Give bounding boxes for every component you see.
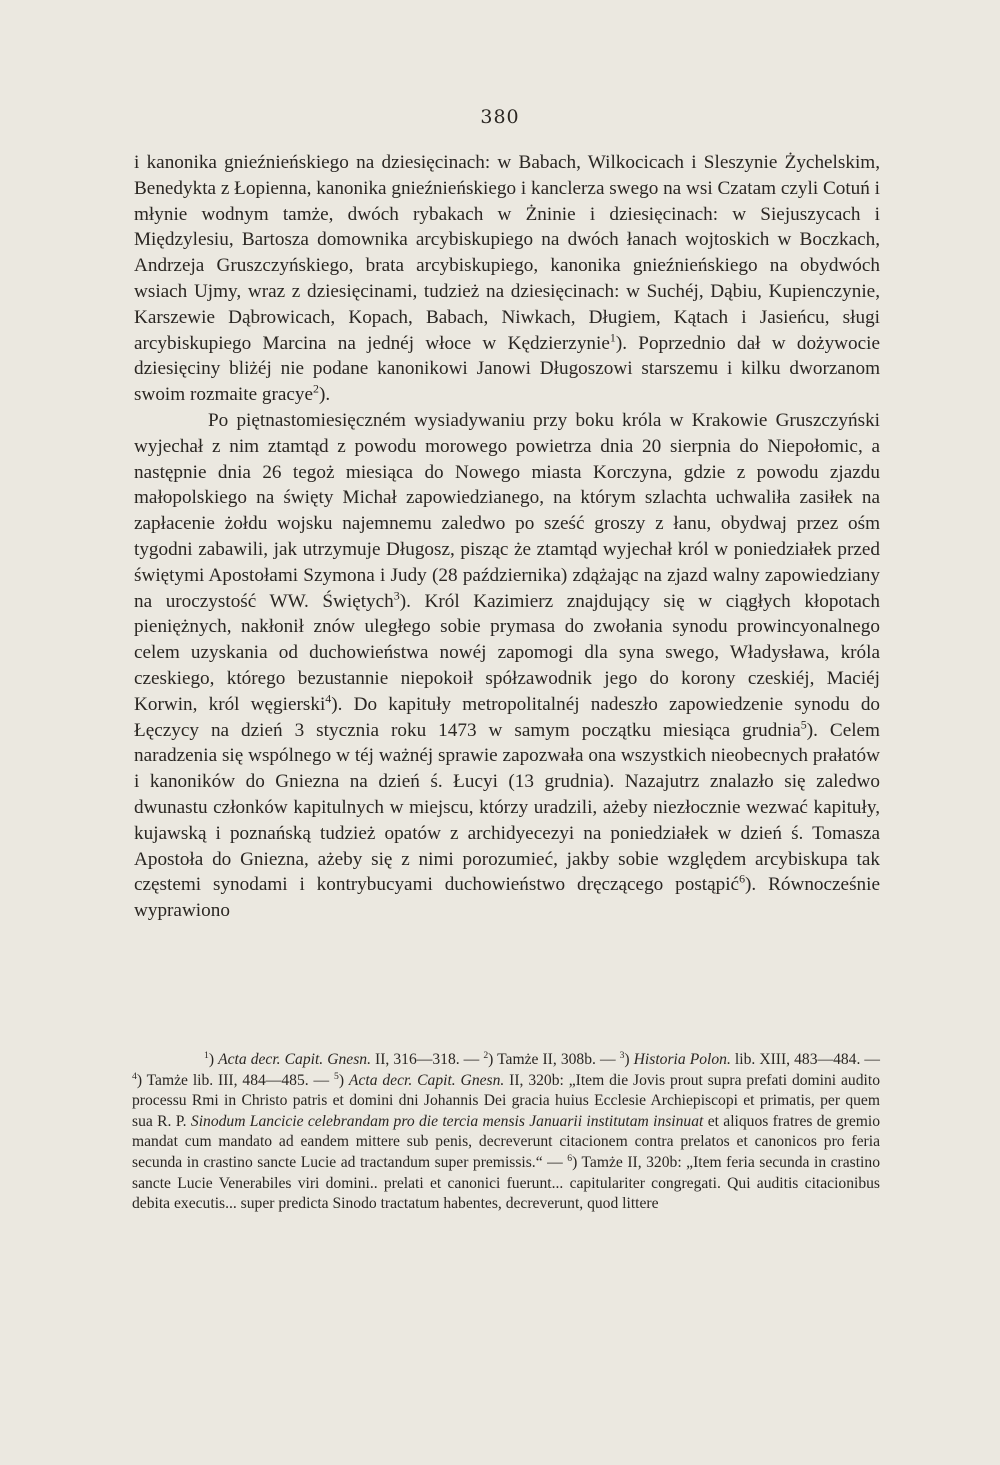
footnote-marker: 1 [204,1049,209,1061]
text-run: II, 320b: „Item die Jovis prout supra prefati domini audito processu Rmi in Christo patris et domini dni Johannis Dei gracia huius Ecclesie Archiepiscopi et primatis, per quem sua R. P. [132,1071,880,1130]
text-run: ) Tamże II, 308b. — [488,1051,620,1068]
body-paragraph [134,150,880,408]
footnote-marker: 4 [132,1070,137,1082]
footnote-marker: 5 [800,717,807,732]
footnote-paragraph [132,1050,880,1215]
text-run: ). Do kapituły metropolitalnéj nadeszło zapowiedzenie synodu do Łęczycy na dzień 3 stycznia roku 1473 w samym początku miesiąca grudnia [134,693,881,741]
text-run: II, 316—318. — [370,1051,484,1068]
text-run: ) [338,1071,349,1089]
footnote-marker: 3 [393,588,400,603]
text-run: ). Równocześnie wyprawiono [134,874,880,922]
italic-citation: Sinodum Lancicie celebrandam pro die tercia mensis Januarii institutam insinuat [190,1112,704,1130]
italic-citation: Historia Polon. [633,1051,731,1068]
footnote-marker: 4 [325,691,332,706]
text-run: et aliquos fratres de gremio mandat cum mandato ad eandem mittere sub penis, decreverunt citacionem contra prelatos et canonicos pro feria secunda in crastino sancte Lucie ad tractandum super premissis.“ — [132,1112,881,1171]
footnote-marker: 1 [609,330,616,345]
text-run: lib. XIII, 483—484. — [730,1051,881,1068]
text-run: ) [624,1051,634,1068]
text-run: ). Poprzednio dał w dożywocie dziesięciny bliżéj nie podane kanonikowi Janowi Długoszowi starszemu i kilku dworzanom swoim rozmaite gracye [134,332,880,406]
page-number: 380 [480,106,520,128]
footnote-marker: 2 [483,1049,489,1061]
text-run: ) Tamże II, 320b: „Item feria secunda in crastino sancte Lucie Venerabiles viri domini.. prelati et canonici fuerunt... capitulariter congregati. Qui auditis citacionibus debita executis... super predicta Sinodo tractatum habentes, decreverunt, quod littere [132,1153,880,1213]
footnote-marker: 6 [567,1152,573,1164]
text-run: ) Tamże lib. III, 484—485. — [136,1071,335,1089]
footnote-marker: 6 [739,871,746,886]
body-paragraph [134,408,880,924]
italic-citation: Acta decr. Capit. Gnesn. [348,1071,505,1089]
text-run: ). [318,384,331,406]
text-run: i kanonika gnieźnieńskiego na dziesięcinach: w Babach, Wilkocicach i Sleszynie Żychelskim, Benedykta z Łopienna, kanonika gnieźnieńskiego i kanclerza swego na wsi Czatam czyli Cotuń i młynie wodnym tamże, dwóch rybakach w Żninie i dziesięcinach: w Siejuszycach i Międzylesiu, Bartosza domownika arcybiskupiego na dwóch łanach wojtoskich w Boczkach, Andrzeja Gruszczyńskiego, brata arcybiskupiego, kanonika gnieźnieńskiego na obydwóch wsiach Ujmy, wraz z dziesięcinami, tudzież na dziesięcinach: w Suchéj, Dąbiu, Kupienczynie, Karszewie Dąbrowicach, Kopach, Babach, Niwkach, Długiem, Kątach i Jasieńcu, sługi arcybiskupiego Marcina na jednéj włoce w Kędzierzynie [134,152,880,354]
text-run: ). Król Kazimierz znajdujący się w ciągłych kłopotach pieniężnych, nakłonił znów uległego sobie prymasa do zwołania synodu prowincyonalnego celem uzyskania od duchowieństwa nowéj zapomogi dla syna swego, Władysława, króla czeskiego, którego bezustannie niepokoił spółzawodnik jego do korony czeskiéj, Maciéj Korwin, król węgierski [134,590,880,715]
text-run: Po piętnastomiesięczném wysiadywaniu przy boku króla w Krakowie Gruszczyński wyjechał z nim ztamtąd z powodu morowego powietrza dnia 20 sierpnia do Niepołomic, a następnie dnia 26 tegoż miesiąca do Nowego miasta Korczyna, gdzie z powodu zjazdu małopolskiego na święty Michał zapowiedzianego, na którym szlachta uchwaliła zasiłek na zapłacenie żołdu wojsku najemnemu zaledwo po sześć groszy z łanu, obydwaj przez ośm tygodni zabawili, jak utrzymuje Długosz, pisząc że ztamtąd wyjechał król w poniedziałek przed świętymi Apostołami Szymona i Judy (28 października) zdążając na zjazd walny zapowiedziany na uroczystość WW. Świętych [134,409,880,612]
footnotes [132,1050,880,1215]
text-run: ). Celem naradzenia się wspólnego w téj ważnéj sprawie zapozwała ona wszystkich nieobecnych prałatów i kanoników do Gniezna na dzień ś. Łucyi (13 grudnia). Nazajutrz znalazło się zaledwo dwunastu członków kapitulnych w miejscu, którzy uradzili, ażeby niezłocznie wezwać kapituły, kujawską i poznańską tudzież opatów z archidyecezyi na poniedziałek w dzień ś. Tomasza Apostoła do Gniezna, ażeby się z nimi porozumieć, jakby sobie względem arcybiskupa tak częstemi synodami i kontrybucyami duchowieństwo dręczącego postąpić [134,719,880,896]
main-text [134,150,880,924]
footnote-marker: 2 [313,381,319,396]
footnote-marker: 5 [334,1070,339,1082]
italic-citation: Acta decr. Capit. Gnesn. [218,1051,371,1068]
footnote-marker: 3 [619,1049,625,1061]
text-run: ) [208,1051,219,1068]
